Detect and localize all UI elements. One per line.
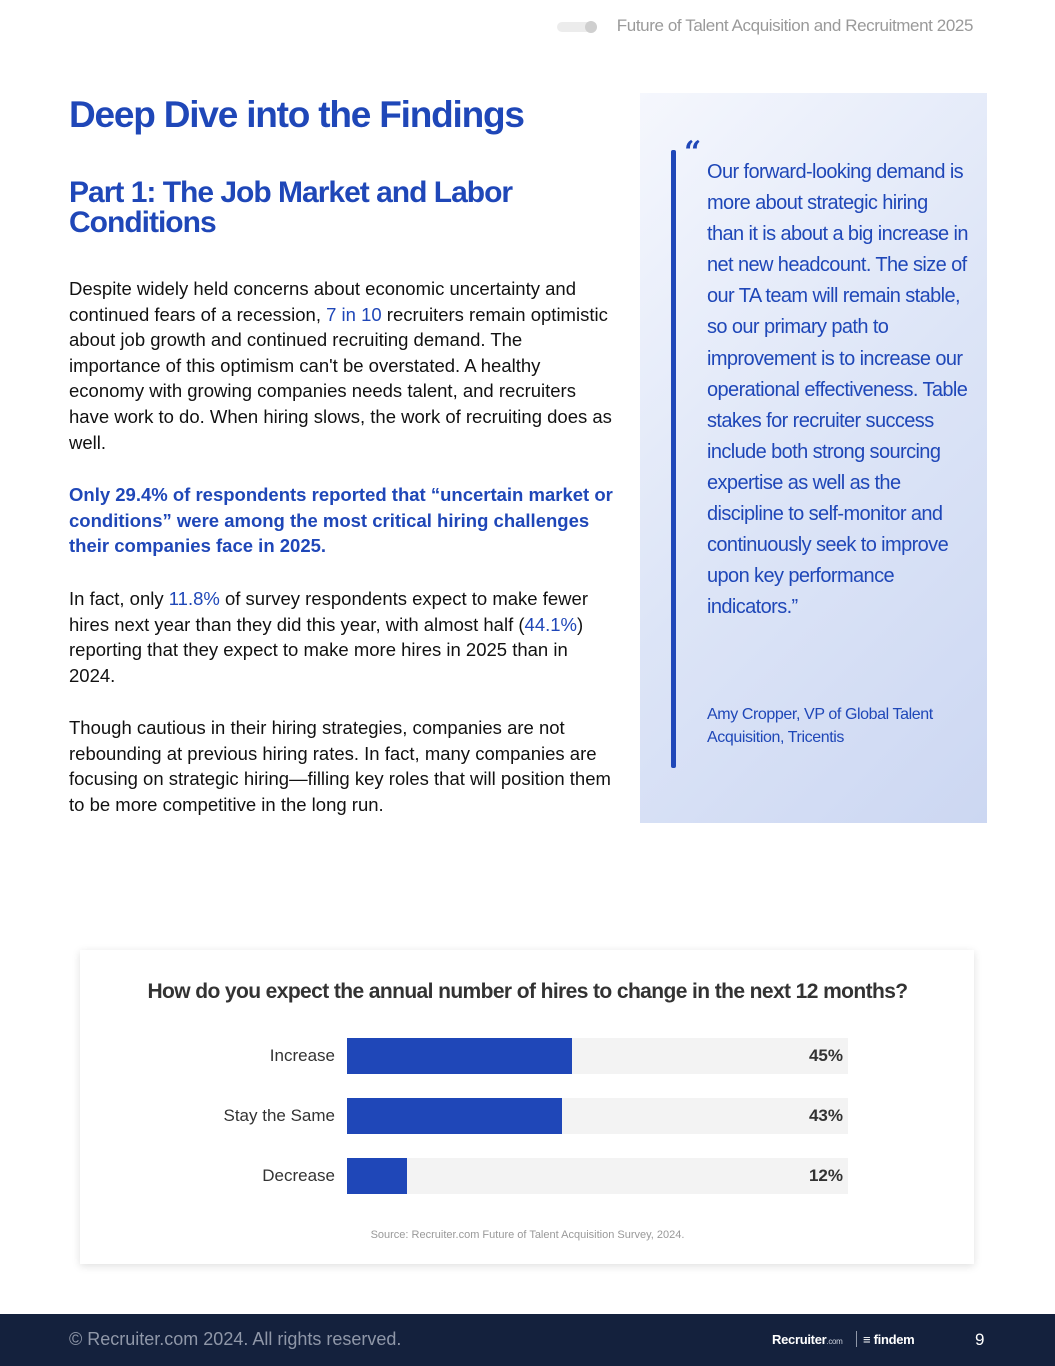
highlight-stat: 44.1% (524, 613, 577, 635)
text-run: Despite widely held concerns about economic uncertainty and continued fears of a recession, (69, 278, 576, 325)
report-title: Future of Talent Acquisition and Recruitment 2025 (616, 16, 973, 35)
paragraph-highlight: Only 29.4% of respondents reported that “uncertain market or conditions” were among the most critical hiring challenges their companies face in 2025. (69, 484, 613, 557)
partner-name: findem (873, 1332, 915, 1347)
section-title: Part 1: The Job Market and Labor Conditions (69, 176, 513, 239)
header-toggle-decoration (557, 20, 599, 34)
text-run: recruiters remain optimistic about job growth and continued recruiting demand. The importance of this optimism can't be overstated. A healthy economy with growing companies needs talent, and recruiters have work to do. When hiring slows, the work of recruiting does as well. (69, 303, 612, 453)
bar-track (347, 1158, 848, 1194)
quote-text: Our forward-looking demand is more about strategic hiring than it is about a big increase in net new headcount. The size of our TA team will remain stable, so our primary path to improvement is to increase our operational effectiveness. Table stakes for recruiter success include both strong sourcing expertise as well as the discipline to self-monitor and continuously seek to improve upon key performance indicators.” (707, 161, 968, 619)
bar-value-label: 45% (808, 1046, 843, 1065)
bar-label: Stay the Same (223, 1106, 335, 1125)
quote-accent-bar (671, 150, 676, 768)
highlight-stat: 11.8% (168, 588, 220, 609)
paragraph-optimism (69, 276, 614, 455)
chart-source: Source: Recruiter.com Future of Talent Acquisition Survey, 2024. (370, 1229, 685, 1241)
bar-track (347, 1038, 848, 1074)
bar-track (347, 1098, 848, 1134)
brand-name: Recruiter (772, 1332, 827, 1347)
bar (347, 1038, 572, 1074)
findem-logo: ≡ findem (863, 1332, 915, 1347)
paragraph-strategic-hiring: Though cautious in their hiring strategies, companies are not rebounding at previous hiring rates. In fact, many companies are focusing on strategic hiring—filling key roles that will position them to be more competitive in the long run. (69, 717, 611, 815)
page-title: Deep Dive into the Findings (69, 94, 524, 135)
text-run: In fact, only (69, 588, 169, 609)
bar-label: Decrease (262, 1166, 335, 1185)
bar (347, 1158, 407, 1194)
paragraph-hiring-expectations (69, 586, 614, 688)
toggle-knob (585, 21, 597, 33)
text-run: ) reporting that they expect to make more hires in 2025 than in 2024. (69, 613, 584, 686)
bar-value-label: 12% (808, 1166, 843, 1185)
logo-divider (856, 1331, 857, 1347)
bar (347, 1098, 562, 1134)
highlight-stat: 7 in 10 (326, 303, 382, 325)
bar-label: Increase (269, 1046, 335, 1065)
page-number: 9 (975, 1330, 985, 1349)
recruiter-logo (772, 1332, 843, 1347)
footer-copyright: © Recruiter.com 2024. All rights reserved. (69, 1329, 402, 1349)
bar-value-label: 43% (808, 1106, 843, 1125)
chart-title: How do you expect the annual number of hires to change in the next 12 months? (147, 980, 908, 1003)
quote-attribution: Amy Cropper, VP of Global Talent Acquisition, Tricentis (707, 706, 933, 746)
brand-suffix: .com (826, 1337, 843, 1346)
footer (0, 1314, 1055, 1366)
text-run: of survey respondents expect to make fewer hires next year than they did this year, with almost half ( (69, 588, 588, 635)
quote-mark-icon: “ (684, 135, 702, 170)
